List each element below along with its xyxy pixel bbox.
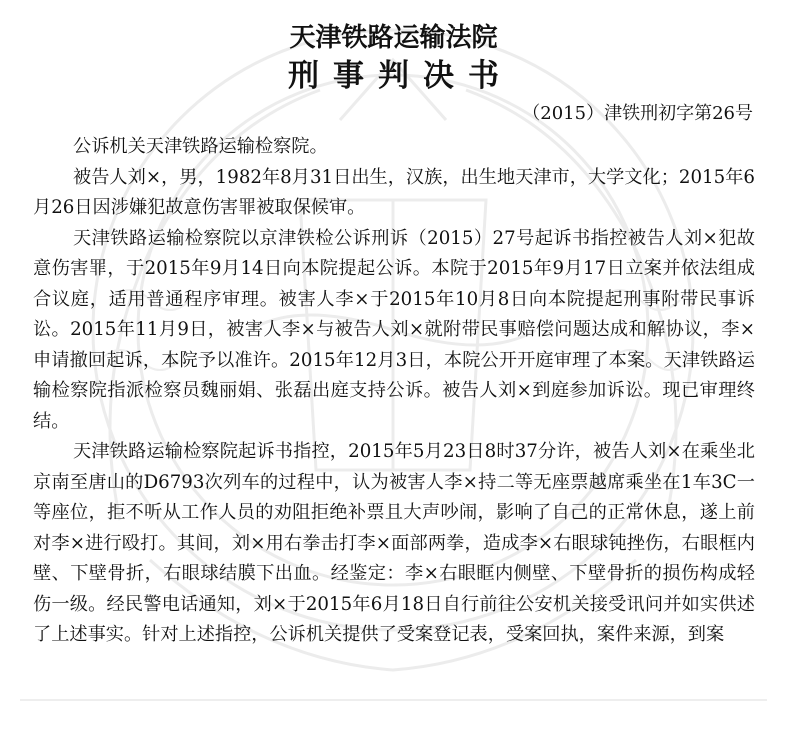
- judgment-body: [33, 132, 755, 651]
- document-type-heading: 刑事判决书: [288, 58, 513, 94]
- paragraph-prosecutor: 公诉机关天津铁路运输检察院。: [73, 136, 328, 157]
- paragraph-defendant: 被告人刘×，男，1982年8月31日出生，汉族，出生地天津市，大学文化；2015年6月26日因涉嫌犯故意伤害罪被取保候审。: [33, 166, 755, 218]
- paragraph-indictment: 天津铁路运输检察院起诉书指控，2015年5月23日8时37分许，被告人刘×在乘坐北京南至唐山的D6793次列车的过程中，认为被害人李×持二等无座票越席乘坐在1车3C一等座位，拒不听从工作人员的劝阻拒绝补票且大声吵闹，影响了自己的正常休息，遂上前对李×进行殴打。其间，刘×用右拳击打李×面部两拳，造成李×右眼球钝挫伤，右眼框内壁、下壁骨折，右眼球结膜下出血。经鉴定：李×右眼眶内侧壁、下壁骨折的损伤构成轻伤一级。经民警电话通知，刘×于2015年6月18日自行前往公安机关接受讯问并如实供述了上述事实。针对上述指控，公诉机关提供了受案登记表，受案回执，案件来源，到案: [33, 441, 755, 645]
- paragraph-procedure: 天津铁路运输检察院以京津铁检公诉刑诉（2015）27号起诉书指控被告人刘×犯故意伤害罪，于2015年9月14日向本院提起公诉。本院于2015年9月17日立案并依法组成合议庭，适用普通程序审理。被害人李×于2015年10月8日向本院提起刑事附带民事诉讼。2015年11月9日，被害人李×与被告人刘×就附带民事赔偿问题达成和解协议，李×申请撤回起诉，本院予以准许。2015年12月3日，本院公开开庭审理了本案。天津铁路运输检察院指派检察员魏丽娟、张磊出庭支持公诉。被告人刘×到庭参加诉讼。现已审理终结。: [33, 227, 755, 432]
- case-number: （2015）津铁刑初字第26号: [522, 103, 753, 124]
- court-name-heading: 天津铁路运输法院: [289, 23, 498, 53]
